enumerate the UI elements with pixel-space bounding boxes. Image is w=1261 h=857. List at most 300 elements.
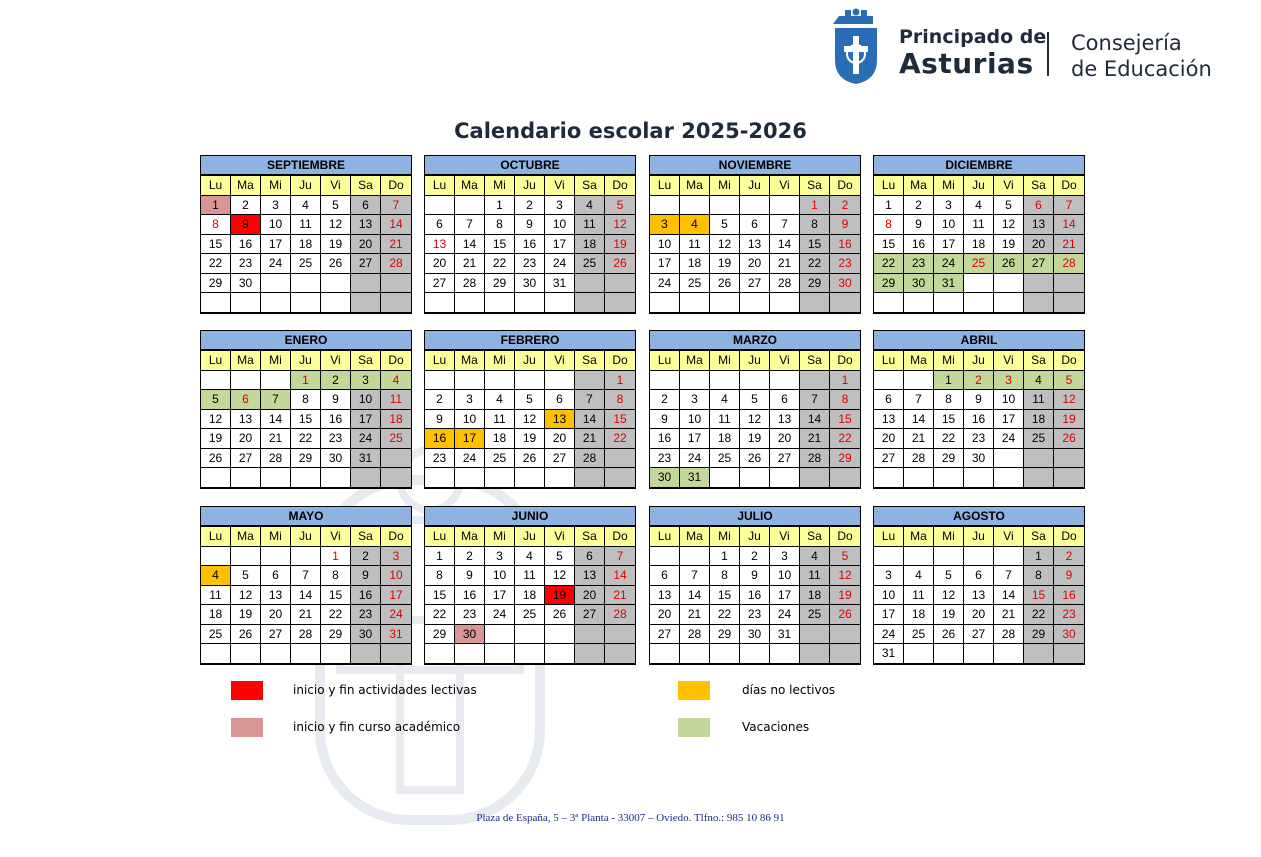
- day-cell: 16: [515, 235, 545, 255]
- empty-cell: [381, 293, 411, 313]
- day-cell: 28: [680, 625, 710, 645]
- month-abril: [873, 330, 1085, 489]
- empty-cell: [605, 644, 635, 664]
- month-days-grid: [874, 527, 1084, 664]
- day-cell: 1: [321, 547, 351, 567]
- day-cell: 29: [830, 449, 860, 469]
- day-cell: 14: [800, 410, 830, 430]
- day-cell: 8: [605, 390, 635, 410]
- day-cell: 19: [515, 429, 545, 449]
- empty-cell: [291, 644, 321, 664]
- day-cell: 14: [904, 410, 934, 430]
- day-cell: 28: [575, 449, 605, 469]
- empty-cell: [485, 293, 515, 313]
- day-cell: 28: [455, 274, 485, 294]
- day-cell: 21: [994, 605, 1024, 625]
- empty-cell: [351, 644, 381, 664]
- month-days-grid: [650, 351, 860, 488]
- day-cell: 6: [1024, 196, 1054, 216]
- weekday-header: Lu: [650, 351, 680, 371]
- day-cell: 3: [455, 390, 485, 410]
- weekday-header: Sa: [800, 176, 830, 196]
- day-cell: 24: [680, 449, 710, 469]
- day-cell: 24: [650, 274, 680, 294]
- empty-cell: [904, 644, 934, 664]
- legend-label-no-lectivos: días no lectivos: [742, 683, 836, 697]
- day-cell: 14: [261, 410, 291, 430]
- empty-cell: [934, 468, 964, 488]
- weekday-header: Ma: [904, 527, 934, 547]
- day-cell: 24: [485, 605, 515, 625]
- month-name: NOVIEMBRE: [650, 156, 860, 176]
- weekday-header: Lu: [650, 176, 680, 196]
- day-cell: 13: [740, 235, 770, 255]
- day-cell: 28: [605, 605, 635, 625]
- empty-cell: [964, 547, 994, 567]
- month-days-grid: [425, 527, 635, 664]
- weekday-header: Ju: [515, 176, 545, 196]
- day-cell: 14: [770, 235, 800, 255]
- day-cell: 14: [455, 235, 485, 255]
- day-cell: 28: [261, 449, 291, 469]
- day-cell: 22: [830, 429, 860, 449]
- day-cell: 24: [455, 449, 485, 469]
- empty-cell: [381, 644, 411, 664]
- day-cell: 8: [485, 215, 515, 235]
- day-cell: 29: [321, 625, 351, 645]
- day-cell: 18: [1024, 410, 1054, 430]
- day-cell: 29: [485, 274, 515, 294]
- day-cell: 13: [650, 586, 680, 606]
- day-cell: 11: [680, 235, 710, 255]
- empty-cell: [680, 371, 710, 391]
- empty-cell: [650, 644, 680, 664]
- day-cell: 26: [830, 605, 860, 625]
- day-cell: 10: [351, 390, 381, 410]
- weekday-header: Ju: [740, 351, 770, 371]
- day-cell: 26: [934, 625, 964, 645]
- empty-cell: [904, 371, 934, 391]
- empty-cell: [515, 468, 545, 488]
- day-cell: 13: [575, 566, 605, 586]
- empty-cell: [800, 468, 830, 488]
- day-cell: 12: [740, 410, 770, 430]
- day-cell: 11: [710, 410, 740, 430]
- day-cell: 23: [904, 254, 934, 274]
- day-cell: 9: [904, 215, 934, 235]
- empty-cell: [261, 644, 291, 664]
- day-cell: 14: [1054, 215, 1084, 235]
- day-cell: 10: [455, 410, 485, 430]
- header-divider: [1047, 32, 1049, 76]
- day-cell: 10: [934, 215, 964, 235]
- empty-cell: [740, 196, 770, 216]
- day-cell: 11: [964, 215, 994, 235]
- weekday-header: Sa: [575, 176, 605, 196]
- day-cell: 12: [994, 215, 1024, 235]
- day-cell: 9: [321, 390, 351, 410]
- day-cell: 24: [994, 429, 1024, 449]
- day-cell: 17: [485, 586, 515, 606]
- department-line2: de Educación: [1071, 57, 1212, 81]
- weekday-header: Vi: [545, 176, 575, 196]
- weekday-header: Do: [605, 351, 635, 371]
- day-cell: 2: [650, 390, 680, 410]
- day-cell: 31: [381, 625, 411, 645]
- day-cell: 21: [455, 254, 485, 274]
- day-cell: 27: [770, 449, 800, 469]
- day-cell: 7: [994, 566, 1024, 586]
- empty-cell: [321, 274, 351, 294]
- day-cell: 2: [904, 196, 934, 216]
- day-cell: 23: [351, 605, 381, 625]
- day-cell: 17: [381, 586, 411, 606]
- day-cell: 26: [201, 449, 231, 469]
- day-cell: 7: [770, 215, 800, 235]
- empty-cell: [575, 468, 605, 488]
- empty-cell: [740, 468, 770, 488]
- day-cell: 12: [231, 586, 261, 606]
- page-title: Calendario escolar 2025-2026: [454, 119, 807, 143]
- day-cell: 12: [545, 566, 575, 586]
- weekday-header: Sa: [1024, 527, 1054, 547]
- day-cell: 20: [425, 254, 455, 274]
- empty-cell: [515, 371, 545, 391]
- day-cell: 19: [830, 586, 860, 606]
- weekday-header: Lu: [650, 527, 680, 547]
- empty-cell: [231, 371, 261, 391]
- weekday-header: Sa: [1024, 176, 1054, 196]
- org-name-line2: Asturias: [899, 47, 1034, 80]
- day-cell: 5: [545, 547, 575, 567]
- empty-cell: [964, 644, 994, 664]
- empty-cell: [455, 644, 485, 664]
- day-cell: 4: [201, 566, 231, 586]
- day-cell: 27: [351, 254, 381, 274]
- day-cell: 15: [934, 410, 964, 430]
- weekday-header: Sa: [351, 527, 381, 547]
- weekday-header: Sa: [800, 351, 830, 371]
- empty-cell: [874, 371, 904, 391]
- day-cell: 6: [261, 566, 291, 586]
- day-cell: 20: [874, 429, 904, 449]
- empty-cell: [904, 293, 934, 313]
- empty-cell: [575, 293, 605, 313]
- day-cell: 26: [515, 449, 545, 469]
- weekday-header: Ju: [740, 527, 770, 547]
- day-cell: 3: [934, 196, 964, 216]
- empty-cell: [770, 371, 800, 391]
- day-cell: 17: [874, 605, 904, 625]
- day-cell: 3: [770, 547, 800, 567]
- weekday-header: Vi: [770, 351, 800, 371]
- day-cell: 4: [904, 566, 934, 586]
- day-cell: 9: [650, 410, 680, 430]
- day-cell: 3: [994, 371, 1024, 391]
- empty-cell: [381, 274, 411, 294]
- month-name: SEPTIEMBRE: [201, 156, 411, 176]
- empty-cell: [934, 293, 964, 313]
- day-cell: 13: [351, 215, 381, 235]
- empty-cell: [1054, 293, 1084, 313]
- empty-cell: [994, 468, 1024, 488]
- weekday-header: Vi: [321, 176, 351, 196]
- empty-cell: [261, 547, 291, 567]
- month-octubre: [424, 155, 636, 314]
- day-cell: 25: [381, 429, 411, 449]
- empty-cell: [291, 274, 321, 294]
- day-cell: 6: [231, 390, 261, 410]
- weekday-header: Lu: [425, 527, 455, 547]
- day-cell: 23: [650, 449, 680, 469]
- day-cell: 3: [650, 215, 680, 235]
- empty-cell: [351, 468, 381, 488]
- weekday-header: Ju: [964, 527, 994, 547]
- empty-cell: [575, 274, 605, 294]
- day-cell: 15: [1024, 586, 1054, 606]
- month-diciembre: [873, 155, 1085, 314]
- weekday-header: Sa: [800, 527, 830, 547]
- empty-cell: [680, 644, 710, 664]
- weekday-header: Mi: [710, 176, 740, 196]
- empty-cell: [605, 449, 635, 469]
- day-cell: 15: [321, 586, 351, 606]
- day-cell: 2: [455, 547, 485, 567]
- day-cell: 20: [231, 429, 261, 449]
- day-cell: 17: [455, 429, 485, 449]
- day-cell: 5: [321, 196, 351, 216]
- month-marzo: [649, 330, 861, 489]
- empty-cell: [1024, 644, 1054, 664]
- day-cell: 1: [485, 196, 515, 216]
- empty-cell: [650, 196, 680, 216]
- weekday-header: Vi: [770, 176, 800, 196]
- day-cell: 17: [545, 235, 575, 255]
- weekday-header: Vi: [994, 176, 1024, 196]
- empty-cell: [994, 449, 1024, 469]
- day-cell: 20: [575, 586, 605, 606]
- empty-cell: [231, 293, 261, 313]
- day-cell: 25: [291, 254, 321, 274]
- empty-cell: [1024, 293, 1054, 313]
- day-cell: 19: [994, 235, 1024, 255]
- day-cell: 28: [800, 449, 830, 469]
- day-cell: 10: [874, 586, 904, 606]
- empty-cell: [710, 293, 740, 313]
- weekday-header: Vi: [994, 527, 1024, 547]
- empty-cell: [201, 371, 231, 391]
- asturias-shield-icon: [833, 8, 879, 84]
- weekday-header: Ma: [680, 351, 710, 371]
- legend-swatch-curso: [231, 718, 263, 737]
- day-cell: 14: [575, 410, 605, 430]
- day-cell: 1: [874, 196, 904, 216]
- day-cell: 23: [830, 254, 860, 274]
- day-cell: 20: [261, 605, 291, 625]
- day-cell: 14: [605, 566, 635, 586]
- empty-cell: [455, 293, 485, 313]
- legend-swatch-actividades: [231, 681, 263, 700]
- day-cell: 31: [545, 274, 575, 294]
- empty-cell: [231, 547, 261, 567]
- day-cell: 8: [321, 566, 351, 586]
- weekday-header: Lu: [874, 527, 904, 547]
- day-cell: 12: [830, 566, 860, 586]
- day-cell: 18: [201, 605, 231, 625]
- day-cell: 13: [964, 586, 994, 606]
- day-cell: 11: [515, 566, 545, 586]
- month-name: FEBRERO: [425, 331, 635, 351]
- empty-cell: [680, 293, 710, 313]
- day-cell: 20: [650, 605, 680, 625]
- day-cell: 4: [680, 215, 710, 235]
- day-cell: 29: [800, 274, 830, 294]
- empty-cell: [740, 371, 770, 391]
- weekday-header: Lu: [425, 351, 455, 371]
- empty-cell: [321, 644, 351, 664]
- day-cell: 19: [231, 605, 261, 625]
- day-cell: 14: [381, 215, 411, 235]
- day-cell: 17: [650, 254, 680, 274]
- day-cell: 4: [291, 196, 321, 216]
- empty-cell: [1054, 449, 1084, 469]
- day-cell: 23: [231, 254, 261, 274]
- day-cell: 30: [650, 468, 680, 488]
- day-cell: 11: [381, 390, 411, 410]
- day-cell: 7: [455, 215, 485, 235]
- day-cell: 30: [231, 274, 261, 294]
- weekday-header: Ma: [455, 351, 485, 371]
- empty-cell: [545, 468, 575, 488]
- empty-cell: [515, 625, 545, 645]
- day-cell: 28: [994, 625, 1024, 645]
- day-cell: 29: [291, 449, 321, 469]
- day-cell: 30: [351, 625, 381, 645]
- day-cell: 2: [321, 371, 351, 391]
- day-cell: 11: [485, 410, 515, 430]
- day-cell: 5: [934, 566, 964, 586]
- empty-cell: [291, 293, 321, 313]
- day-cell: 4: [710, 390, 740, 410]
- day-cell: 25: [964, 254, 994, 274]
- weekday-header: Vi: [321, 527, 351, 547]
- weekday-header: Vi: [770, 527, 800, 547]
- empty-cell: [575, 371, 605, 391]
- legend-swatch-vacaciones: [678, 718, 710, 737]
- empty-cell: [1054, 644, 1084, 664]
- day-cell: 31: [770, 625, 800, 645]
- month-days-grid: [201, 351, 411, 488]
- day-cell: 5: [710, 215, 740, 235]
- day-cell: 25: [680, 274, 710, 294]
- weekday-header: Do: [381, 351, 411, 371]
- day-cell: 7: [1054, 196, 1084, 216]
- month-name: DICIEMBRE: [874, 156, 1084, 176]
- day-cell: 1: [710, 547, 740, 567]
- day-cell: 27: [575, 605, 605, 625]
- empty-cell: [485, 625, 515, 645]
- org-name-line1: Principado de: [899, 26, 1047, 48]
- weekday-header: Ma: [680, 527, 710, 547]
- month-enero: [200, 330, 412, 489]
- day-cell: 18: [575, 235, 605, 255]
- day-cell: 16: [321, 410, 351, 430]
- day-cell: 23: [1054, 605, 1084, 625]
- empty-cell: [770, 293, 800, 313]
- day-cell: 27: [740, 274, 770, 294]
- day-cell: 1: [425, 547, 455, 567]
- empty-cell: [605, 468, 635, 488]
- day-cell: 26: [740, 449, 770, 469]
- day-cell: 21: [575, 429, 605, 449]
- day-cell: 9: [1054, 566, 1084, 586]
- empty-cell: [321, 468, 351, 488]
- day-cell: 22: [800, 254, 830, 274]
- day-cell: 19: [605, 235, 635, 255]
- day-cell: 4: [515, 547, 545, 567]
- day-cell: 3: [485, 547, 515, 567]
- day-cell: 15: [710, 586, 740, 606]
- weekday-header: Sa: [1024, 351, 1054, 371]
- day-cell: 22: [291, 429, 321, 449]
- day-cell: 17: [680, 429, 710, 449]
- day-cell: 1: [605, 371, 635, 391]
- weekday-header: Ma: [904, 176, 934, 196]
- empty-cell: [201, 468, 231, 488]
- day-cell: 17: [770, 586, 800, 606]
- day-cell: 28: [291, 625, 321, 645]
- empty-cell: [964, 468, 994, 488]
- empty-cell: [904, 468, 934, 488]
- day-cell: 4: [964, 196, 994, 216]
- empty-cell: [1054, 468, 1084, 488]
- day-cell: 9: [351, 566, 381, 586]
- day-cell: 28: [770, 274, 800, 294]
- empty-cell: [455, 371, 485, 391]
- day-cell: 1: [934, 371, 964, 391]
- weekday-header: Vi: [545, 351, 575, 371]
- day-cell: 12: [710, 235, 740, 255]
- day-cell: 23: [964, 429, 994, 449]
- day-cell: 16: [1054, 586, 1084, 606]
- day-cell: 18: [291, 235, 321, 255]
- day-cell: 3: [261, 196, 291, 216]
- weekday-header: Ma: [231, 527, 261, 547]
- weekday-header: Ma: [904, 351, 934, 371]
- legend-swatch-no-lectivos: [678, 681, 710, 700]
- day-cell: 10: [680, 410, 710, 430]
- empty-cell: [1054, 274, 1084, 294]
- day-cell: 16: [231, 235, 261, 255]
- empty-cell: [351, 293, 381, 313]
- day-cell: 26: [1054, 429, 1084, 449]
- day-cell: 6: [545, 390, 575, 410]
- empty-cell: [201, 547, 231, 567]
- day-cell: 6: [425, 215, 455, 235]
- weekday-header: Ju: [964, 351, 994, 371]
- day-cell: 10: [545, 215, 575, 235]
- day-cell: 11: [800, 566, 830, 586]
- legend-label-vacaciones: Vacaciones: [742, 720, 810, 734]
- day-cell: 19: [545, 586, 575, 606]
- day-cell: 16: [964, 410, 994, 430]
- empty-cell: [770, 644, 800, 664]
- day-cell: 3: [351, 371, 381, 391]
- day-cell: 13: [231, 410, 261, 430]
- day-cell: 30: [964, 449, 994, 469]
- day-cell: 28: [381, 254, 411, 274]
- day-cell: 15: [485, 235, 515, 255]
